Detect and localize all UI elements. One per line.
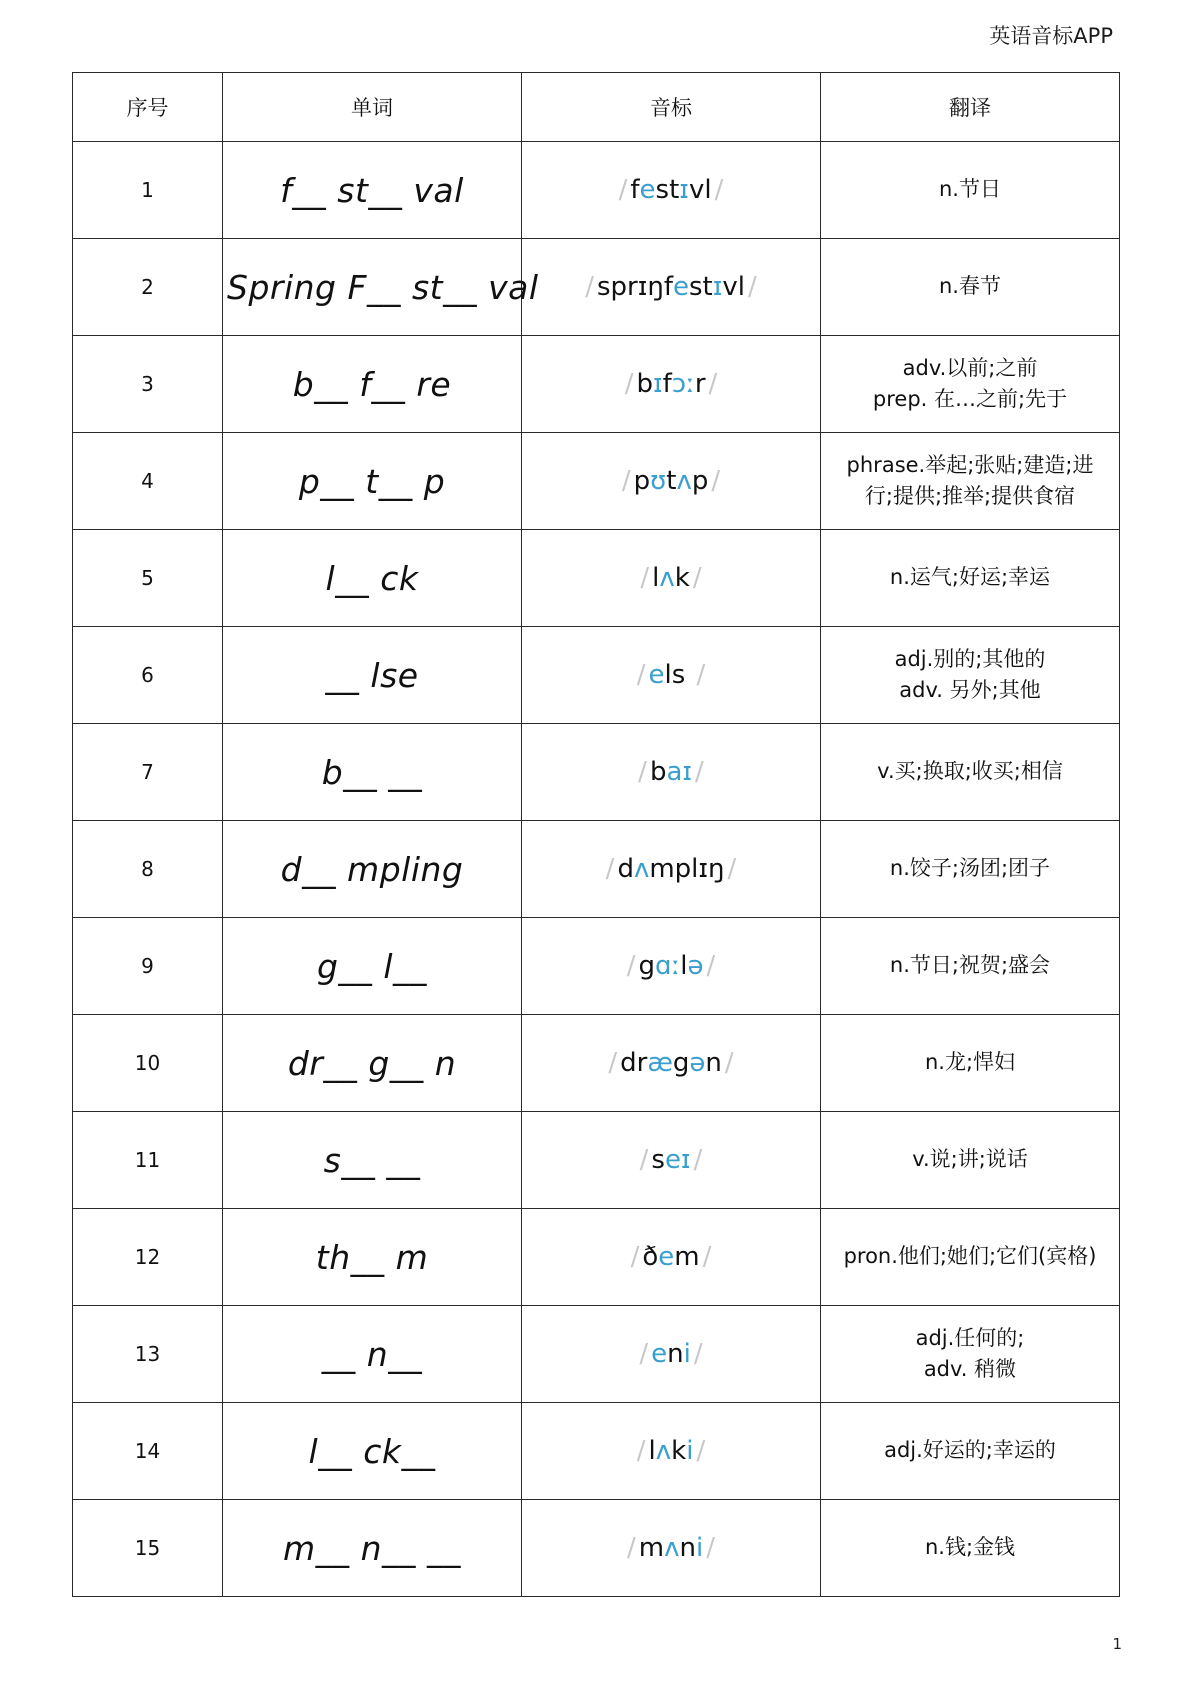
row-index: 9 (73, 918, 223, 1015)
translation-cell (821, 1015, 1120, 1112)
phonetic-transcription (635, 757, 707, 787)
slash-close: / (711, 466, 721, 496)
phonetic-vowel: e (673, 272, 689, 302)
phonetic-cell (522, 724, 821, 821)
phonetic-cell (522, 530, 821, 627)
phonetic-cell (522, 1015, 821, 1112)
slash-open: / (618, 175, 628, 205)
translation-cell (821, 1209, 1120, 1306)
column-header-phonetic: 音标 (522, 73, 821, 142)
translation-cell (821, 336, 1120, 433)
slash-close: / (727, 854, 737, 884)
row-index: 8 (73, 821, 223, 918)
phonetic-segment: st (655, 175, 680, 205)
phonetic-segment: n (679, 1533, 696, 1563)
translation-cell (821, 1403, 1120, 1500)
phonetic-segment: t (666, 466, 677, 496)
phonetic-transcription (624, 1533, 718, 1563)
phonetic-vowel: i (686, 1436, 694, 1466)
phonetic-segment: ð (642, 1242, 659, 1272)
slash-open: / (624, 369, 634, 399)
phonetic-vowel: aɪ (666, 757, 693, 787)
fill-in-word: __ lse (325, 655, 419, 695)
phonetic-segment: l (652, 563, 660, 593)
slash-close: / (706, 1533, 715, 1563)
word-cell (223, 336, 522, 433)
phonetic-vowel: ʌ (655, 1436, 672, 1466)
word-cell (223, 530, 522, 627)
fill-in-word: d__ mpling (280, 849, 464, 889)
word-cell (223, 918, 522, 1015)
fill-in-word: dr__ g__ n (287, 1043, 457, 1083)
table-row (73, 1500, 1120, 1597)
phonetic-vowel: ʊ (650, 466, 667, 496)
phonetic-segment: p (691, 466, 709, 496)
fill-in-word: p__ t__ p (298, 461, 446, 501)
slash-open: / (640, 563, 650, 593)
phonetic-cell (522, 918, 821, 1015)
word-cell (223, 1403, 522, 1500)
phonetic-vowel: ə (687, 951, 704, 981)
table-row (73, 336, 1120, 433)
translation-line: n.龙;悍妇 (924, 1050, 1016, 1075)
phonetic-vowel: eɪ (664, 1145, 691, 1175)
phonetic-transcription (619, 466, 723, 496)
row-index: 15 (73, 1500, 223, 1597)
word-cell (223, 821, 522, 918)
row-index: 5 (73, 530, 223, 627)
table-row (73, 1209, 1120, 1306)
phonetic-vowel: ɔː (671, 369, 695, 399)
phonetic-transcription (634, 1436, 708, 1466)
translation-line: pron.他们;她们;它们(宾格) (843, 1244, 1097, 1269)
slash-close: / (693, 1339, 703, 1369)
slash-close: / (693, 1145, 703, 1175)
translation-cell (821, 530, 1120, 627)
phonetic-transcription (637, 1145, 706, 1175)
phonetic-segment: k (671, 1436, 687, 1466)
fill-in-word: l__ ck__ (308, 1431, 436, 1471)
phonetic-vowel: ə (689, 1048, 706, 1078)
row-index: 7 (73, 724, 223, 821)
translation-cell (821, 627, 1120, 724)
phonetic-segment: n (667, 1339, 684, 1369)
phonetic-vowel: ɪ (712, 272, 723, 302)
fill-in-word: s__ __ (323, 1140, 421, 1180)
phonetic-vowel: æ (647, 1048, 673, 1078)
translation-cell (821, 239, 1120, 336)
table-row (73, 239, 1120, 336)
phonetic-cell (522, 1403, 821, 1500)
phonetic-transcription (582, 272, 760, 302)
translation-line: adj.别的;其他的 (894, 646, 1046, 671)
word-cell (223, 627, 522, 724)
word-cell (223, 1306, 522, 1403)
translation-cell (821, 142, 1120, 239)
table-row (73, 821, 1120, 918)
table-row (73, 1015, 1120, 1112)
translation-line: n.春节 (939, 274, 1001, 299)
fill-in-word: b__ __ (321, 752, 423, 792)
phonetic-segment: n (705, 1048, 722, 1078)
phonetic-cell (522, 336, 821, 433)
phonetic-segment: f (630, 175, 640, 205)
phonetic-segment: sprɪŋf (596, 272, 673, 302)
phonetic-segment: p (633, 466, 651, 496)
table-body (73, 142, 1120, 1597)
row-index: 3 (73, 336, 223, 433)
phonetic-vowel: i (695, 1533, 704, 1563)
table-row (73, 530, 1120, 627)
phonetic-vowel: ɑː (655, 951, 681, 981)
translation-line: adj.任何的; (915, 1325, 1025, 1350)
translation-line: adv. 另外;其他 (899, 678, 1041, 702)
slash-open: / (630, 1242, 640, 1272)
phonetic-segment: vl (688, 175, 712, 205)
table-row (73, 142, 1120, 239)
translation-line: 行;提供;推举;提供食宿 (864, 484, 1076, 508)
column-header-translation: 翻译 (821, 73, 1120, 142)
translation-line: n.节日 (939, 177, 1001, 202)
fill-in-word: __ n__ (321, 1334, 423, 1374)
slash-open: / (636, 660, 646, 690)
phonetic-cell (522, 142, 821, 239)
phonetic-vowel: ɪ (679, 175, 689, 205)
slash-open: / (608, 1048, 618, 1078)
translation-line: n.饺子;汤团;团子 (889, 856, 1051, 881)
translation-cell (821, 1112, 1120, 1209)
phonetic-cell (522, 1306, 821, 1403)
phonetic-transcription (624, 951, 719, 981)
phonetic-segment: l (680, 951, 688, 981)
row-index: 2 (73, 239, 223, 336)
phonetic-vowel: ʌ (659, 563, 675, 593)
table-row (73, 627, 1120, 724)
phonetic-transcription (637, 563, 704, 593)
slash-close: / (724, 1048, 734, 1078)
slash-close: / (696, 660, 706, 690)
translation-line: adv. 稍微 (923, 1357, 1017, 1381)
app-title: 英语音标APP (989, 24, 1113, 48)
phonetic-cell (522, 1500, 821, 1597)
vocabulary-table (72, 72, 1120, 1597)
slash-close: / (702, 1242, 712, 1272)
phonetic-vowel: e (639, 175, 656, 205)
word-cell (223, 1209, 522, 1306)
slash-open: / (639, 1145, 649, 1175)
phonetic-segment: mplɪŋ (649, 854, 725, 884)
slash-close: / (748, 272, 757, 302)
word-cell (223, 239, 539, 336)
phonetic-segment: st (689, 272, 713, 302)
phonetic-transcription (616, 175, 727, 205)
phonetic-transcription (622, 369, 721, 399)
translation-line: v.买;换取;收买;相信 (877, 759, 1063, 784)
phonetic-segment: dr (620, 1048, 648, 1078)
column-header-index: 序号 (73, 73, 223, 142)
phonetic-cell (522, 821, 821, 918)
row-index: 13 (73, 1306, 223, 1403)
row-index: 1 (73, 142, 223, 239)
table-row (73, 918, 1120, 1015)
phonetic-segment: k (674, 563, 690, 593)
phonetic-vowel: e (648, 660, 665, 690)
translation-cell (821, 1500, 1120, 1597)
table-row (73, 433, 1120, 530)
phonetic-segment: m (638, 1533, 665, 1563)
table-row (73, 1306, 1120, 1403)
fill-in-word: g__ l__ (316, 946, 428, 986)
slash-open: / (636, 1436, 646, 1466)
word-cell (223, 724, 522, 821)
slash-close: / (695, 757, 704, 787)
word-cell (223, 1015, 522, 1112)
translation-line: adv.以前;之前 (902, 355, 1038, 380)
table-row (73, 1403, 1120, 1500)
phonetic-cell (522, 1112, 821, 1209)
translation-cell (821, 724, 1120, 821)
fill-in-word: th__ m (315, 1237, 429, 1277)
slash-open: / (627, 1533, 636, 1563)
phonetic-segment: s (651, 1145, 665, 1175)
word-cell (223, 1112, 522, 1209)
phonetic-cell (522, 627, 821, 724)
slash-open: / (621, 466, 631, 496)
phonetic-vowel: ʌ (676, 466, 692, 496)
fill-in-word: Spring F__ st__ val (227, 267, 539, 307)
phonetic-vowel: ʌ (633, 854, 650, 884)
fill-in-word: m__ n__ __ (282, 1528, 462, 1568)
slash-open: / (585, 272, 594, 302)
phonetic-cell (522, 239, 821, 336)
phonetic-vowel: e (658, 1242, 675, 1272)
row-index: 10 (73, 1015, 223, 1112)
row-index: 12 (73, 1209, 223, 1306)
phonetic-segment: vl (722, 272, 746, 302)
row-index: 4 (73, 433, 223, 530)
fill-in-word: l__ ck (325, 558, 419, 598)
phonetic-segment: l (648, 1436, 656, 1466)
phonetic-vowel: i (683, 1339, 691, 1369)
row-index: 14 (73, 1403, 223, 1500)
phonetic-segment: f (662, 369, 672, 399)
translation-line: v.说;讲;说话 (912, 1147, 1028, 1172)
slash-close: / (706, 951, 716, 981)
translation-cell (821, 821, 1120, 918)
translation-line: n.节日;祝贺;盛会 (889, 953, 1051, 978)
translation-line: prep. 在…之前;先于 (872, 387, 1068, 411)
phonetic-vowel: ɪ (652, 369, 663, 399)
table-row (73, 724, 1120, 821)
translation-line: n.运气;好运;幸运 (889, 565, 1051, 590)
phonetic-transcription (634, 660, 709, 690)
slash-close: / (692, 563, 702, 593)
column-header-word: 单词 (223, 73, 522, 142)
slash-open: / (639, 1339, 649, 1369)
phonetic-segment: g (672, 1048, 690, 1078)
phonetic-vowel: ʌ (664, 1533, 680, 1563)
translation-cell (821, 918, 1120, 1015)
slash-close: / (714, 175, 724, 205)
slash-close: / (708, 369, 718, 399)
phonetic-segment: g (638, 951, 655, 981)
translation-line: phrase.举起;张贴;建造;进 (846, 452, 1094, 477)
translation-cell (821, 433, 1120, 530)
table-row (73, 1112, 1120, 1209)
phonetic-segment: ls (664, 660, 694, 690)
slash-open: / (626, 951, 636, 981)
word-cell (223, 433, 522, 530)
phonetic-cell (522, 433, 821, 530)
phonetic-transcription (605, 1048, 736, 1078)
row-index: 11 (73, 1112, 223, 1209)
translation-line: adj.好运的;幸运的 (884, 1438, 1056, 1463)
word-cell (223, 1500, 522, 1597)
phonetic-segment: d (617, 854, 634, 884)
page-number: 1 (1112, 1635, 1122, 1653)
phonetic-segment: r (694, 369, 706, 399)
row-index: 6 (73, 627, 223, 724)
phonetic-segment: m (674, 1242, 700, 1272)
fill-in-word: f__ st__ val (280, 170, 464, 210)
phonetic-transcription (628, 1242, 715, 1272)
translation-cell (821, 1306, 1120, 1403)
slash-close: / (696, 1436, 706, 1466)
slash-open: / (638, 757, 647, 787)
phonetic-segment: b (649, 757, 667, 787)
phonetic-segment: b (636, 369, 653, 399)
fill-in-word: b__ f__ re (292, 364, 452, 404)
translation-line: n.钱;金钱 (924, 1535, 1016, 1560)
phonetic-transcription (603, 854, 740, 884)
word-cell (223, 142, 522, 239)
phonetic-transcription (636, 1339, 705, 1369)
table-header-row (73, 73, 1120, 142)
phonetic-cell (522, 1209, 821, 1306)
phonetic-vowel: e (651, 1339, 668, 1369)
slash-open: / (605, 854, 615, 884)
